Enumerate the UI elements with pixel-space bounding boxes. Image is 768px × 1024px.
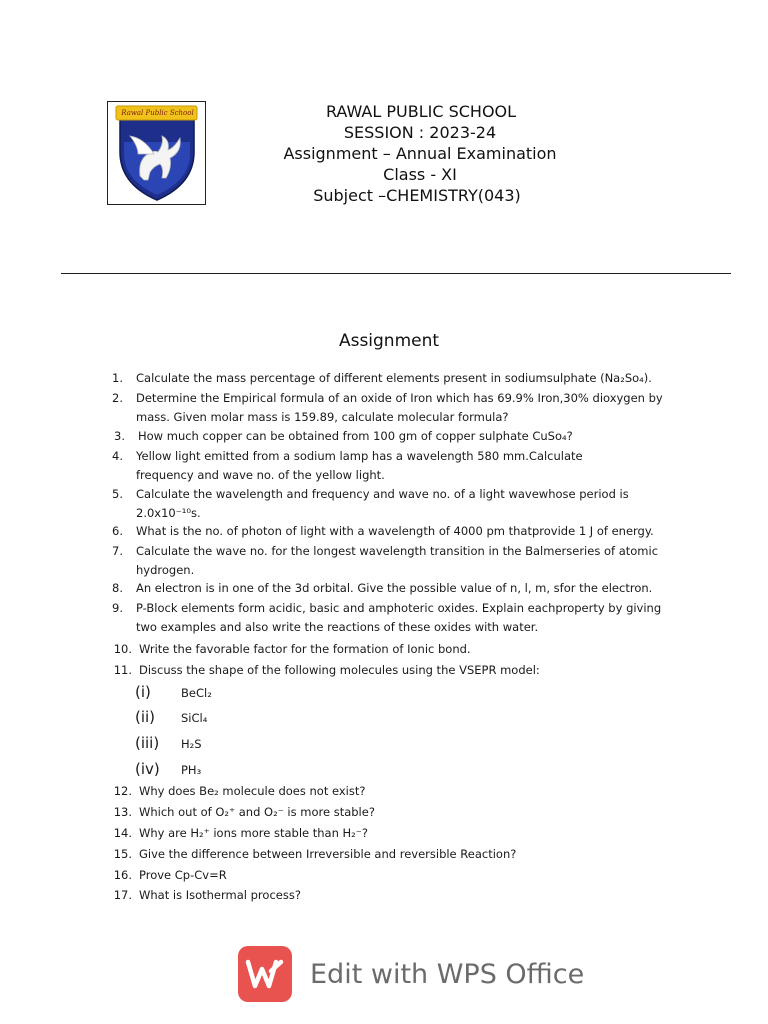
question-text: Which out of O₂⁺ and O₂⁻ is more stable? — [139, 805, 375, 819]
question-number: 12. — [113, 784, 132, 798]
question-number: 11. — [113, 663, 132, 677]
school-name: RAWAL PUBLIC SCHOOL — [325, 102, 517, 121]
question-text: Determine the Empirical formula of an oxide of Iron which has 69.9% Iron,30% dioxygen by — [136, 391, 663, 405]
wps-logo-icon[interactable] — [238, 946, 292, 1002]
question-number: 1. — [112, 371, 123, 385]
question-number: 3. — [114, 429, 125, 443]
assignment-heading: Assignment — [338, 331, 440, 351]
question-number: 2. — [112, 391, 123, 405]
session-line: SESSION : 2023-24 — [343, 123, 497, 142]
school-logo — [107, 101, 206, 205]
question-text: P-Block elements form acidic, basic and amphoteric oxides. Explain eachproperty by giving — [136, 601, 662, 615]
subject-line: Subject –CHEMISTRY(043) — [313, 186, 521, 205]
question-text: How much copper can be obtained from 100 gm of copper sulphate CuSo₄? — [138, 429, 573, 443]
question-text: Calculate the wave no. for the longest wavelength transition in the Balmerseries of atomic — [136, 544, 659, 558]
sub-item-label: (iv) — [135, 760, 160, 778]
question-text: hydrogen. — [136, 562, 195, 577]
question-text: Prove Cp-Cv=R — [139, 868, 227, 882]
question-text: What is the no. of photon of light with a wavelength of 4000 pm thatprovide 1 J of energy. — [136, 524, 654, 538]
question-text: Calculate the wavelength and frequency and wave no. of a light wavewhose period is — [136, 487, 629, 501]
sub-item-formula: H₂S — [181, 737, 202, 751]
question-text: frequency and wave no. of the yellow light. — [136, 467, 385, 482]
question-text: Why does Be₂ molecule does not exist? — [139, 784, 366, 798]
sub-item-formula: SiCl₄ — [181, 711, 208, 725]
document-header — [250, 101, 590, 206]
wps-edit-banner[interactable] — [238, 946, 584, 1002]
question-number: 10. — [113, 642, 132, 656]
question-text: two examples and also write the reactions of these oxides with water. — [136, 619, 539, 634]
question-text: mass. Given molar mass is 159.89, calculate molecular formula? — [136, 409, 509, 424]
question-number: 16. — [113, 868, 132, 882]
question-text: Why are H₂⁺ ions more stable than H₂⁻? — [139, 826, 368, 840]
question-text: Write the favorable factor for the formation of Ionic bond. — [139, 642, 471, 656]
wps-edit-label[interactable]: Edit with WPS Office — [310, 958, 585, 990]
question-number: 4. — [112, 449, 123, 463]
question-number: 7. — [112, 544, 123, 558]
question-number: 5. — [112, 487, 123, 501]
question-number: 17. — [113, 888, 132, 902]
sub-item-label: (iii) — [135, 734, 160, 752]
question-text: What is Isothermal process? — [139, 888, 301, 902]
question-number: 9. — [112, 601, 123, 615]
sub-item-formula: PH₃ — [181, 763, 202, 777]
question-text: An electron is in one of the 3d orbital. Give the possible value of n, l, m, sfor the electron. — [136, 581, 653, 595]
question-number: 8. — [112, 581, 123, 595]
logo-banner-text: Rawal Public School — [121, 109, 194, 117]
question-text: Yellow light emitted from a sodium lamp has a wavelength 580 mm.Calculate — [136, 449, 583, 463]
header-divider — [61, 273, 731, 274]
sub-item-label: (i) — [135, 683, 151, 701]
question-number: 14. — [113, 826, 132, 840]
question-text: Calculate the mass percentage of different elements present in sodiumsulphate (Na₂So₄). — [136, 371, 652, 385]
question-number: 15. — [113, 847, 132, 861]
question-text: 2.0x10⁻¹⁰s. — [136, 505, 201, 520]
assignment-line: Assignment – Annual Examination — [283, 144, 557, 163]
class-line: Class - XI — [383, 165, 457, 184]
sub-item-label: (ii) — [135, 708, 156, 726]
sub-item-formula: BeCl₂ — [181, 686, 212, 700]
question-text: Give the difference between Irreversible and reversible Reaction? — [139, 847, 517, 861]
question-text: Discuss the shape of the following molecules using the VSEPR model: — [139, 663, 540, 677]
question-number: 6. — [112, 524, 123, 538]
question-number: 13. — [113, 805, 132, 819]
